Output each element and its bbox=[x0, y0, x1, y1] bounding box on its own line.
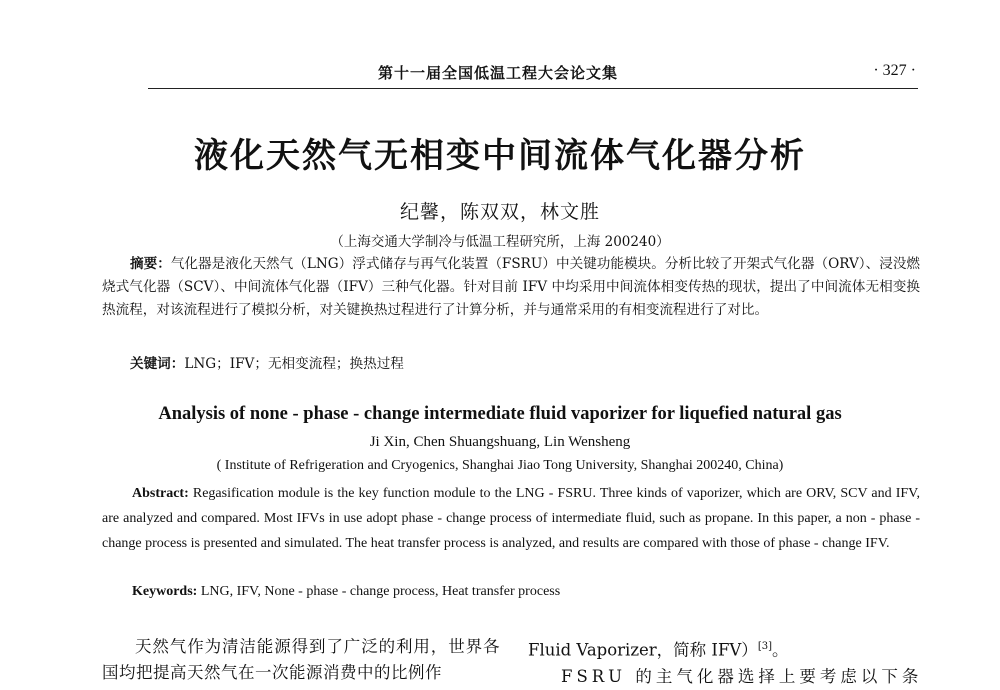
abstract-en bbox=[102, 481, 920, 556]
body-left-column: 天然气作为清洁能源得到了广泛的利用，世界各国均把提高天然气在一次能源消费中的比例作 bbox=[102, 637, 500, 682]
abstract-cn bbox=[102, 253, 920, 322]
running-header bbox=[148, 60, 918, 89]
authors-en: Ji Xin, Chen Shuangshuang, Lin Wensheng bbox=[369, 434, 631, 450]
affiliation-cn: （上海交通大学制冷与低温工程研究所，上海 200240） bbox=[330, 234, 670, 250]
body-right-line-1-end: 。 bbox=[771, 640, 789, 660]
body-right-line-1-text: Fluid Vaporizer，简称 IFV） bbox=[528, 640, 758, 660]
keywords-en bbox=[132, 584, 560, 600]
paper-title-cn: 液化天然气无相变中间流体气化器分析 bbox=[194, 136, 806, 176]
keywords-cn-label: 关键词： bbox=[130, 356, 185, 372]
body-right-line-1 bbox=[528, 634, 920, 664]
journal-title: 第十一届全国低温工程大会论文集 bbox=[378, 64, 619, 82]
keywords-cn bbox=[130, 352, 404, 372]
page-number: · 327 · bbox=[873, 62, 916, 79]
keywords-cn-text: LNG；IFV；无相变流程；换热过程 bbox=[184, 356, 404, 372]
abstract-cn-label: 摘要： bbox=[130, 256, 171, 272]
abstract-en-label: Abstract: bbox=[132, 486, 189, 501]
keywords-en-text: LNG, IFV, None - phase - change process, Heat transfer process bbox=[197, 584, 561, 599]
affiliation-en: ( Institute of Refrigeration and Cryogenics, Shanghai Jiao Tong University, Shanghai 200240, China) bbox=[216, 458, 784, 473]
keywords-en-label: Keywords: bbox=[132, 584, 198, 599]
abstract-cn-text: 气化器是液化天然气（LNG）浮式储存与再气化装置（FSRU）中关键功能模块。分析比较了开架式气化器（ORV）、浸没燃烧式气化器（SCV）、中间流体气化器（IFV）三种气化器。针对目前 IFV 中均采用中间流体相变传热的现状，提出了中间流体无相变换热流程，对该流程进行了模拟分析，对关键换热过程进行了计算分析，并与通常采用的有相变流程进行了对比。 bbox=[102, 256, 921, 318]
authors-cn: 纪馨，陈双双，林文胜 bbox=[399, 201, 600, 223]
body-right-column bbox=[528, 634, 923, 690]
paper-title-en: Analysis of none - phase - change intermediate fluid vaporizer for liquefied natural gas bbox=[158, 404, 842, 424]
body-right-line-2: FSRU 的主气化器选择上要考虑以下条 bbox=[561, 666, 923, 686]
citation-ref: [3] bbox=[757, 641, 772, 652]
abstract-en-text: Regasification module is the key function module to the LNG - FSRU. Three kinds of vaporizer, which are ORV, SCV and IFV, are analyzed and compared. Most IFVs in use adopt phase - change process of intermediate fluid, such as propane. In this paper, a non - phase - change process is presented and simulated. The heat transfer process is analyzed, and results are compared with those of phase - change IFV. bbox=[102, 486, 920, 551]
